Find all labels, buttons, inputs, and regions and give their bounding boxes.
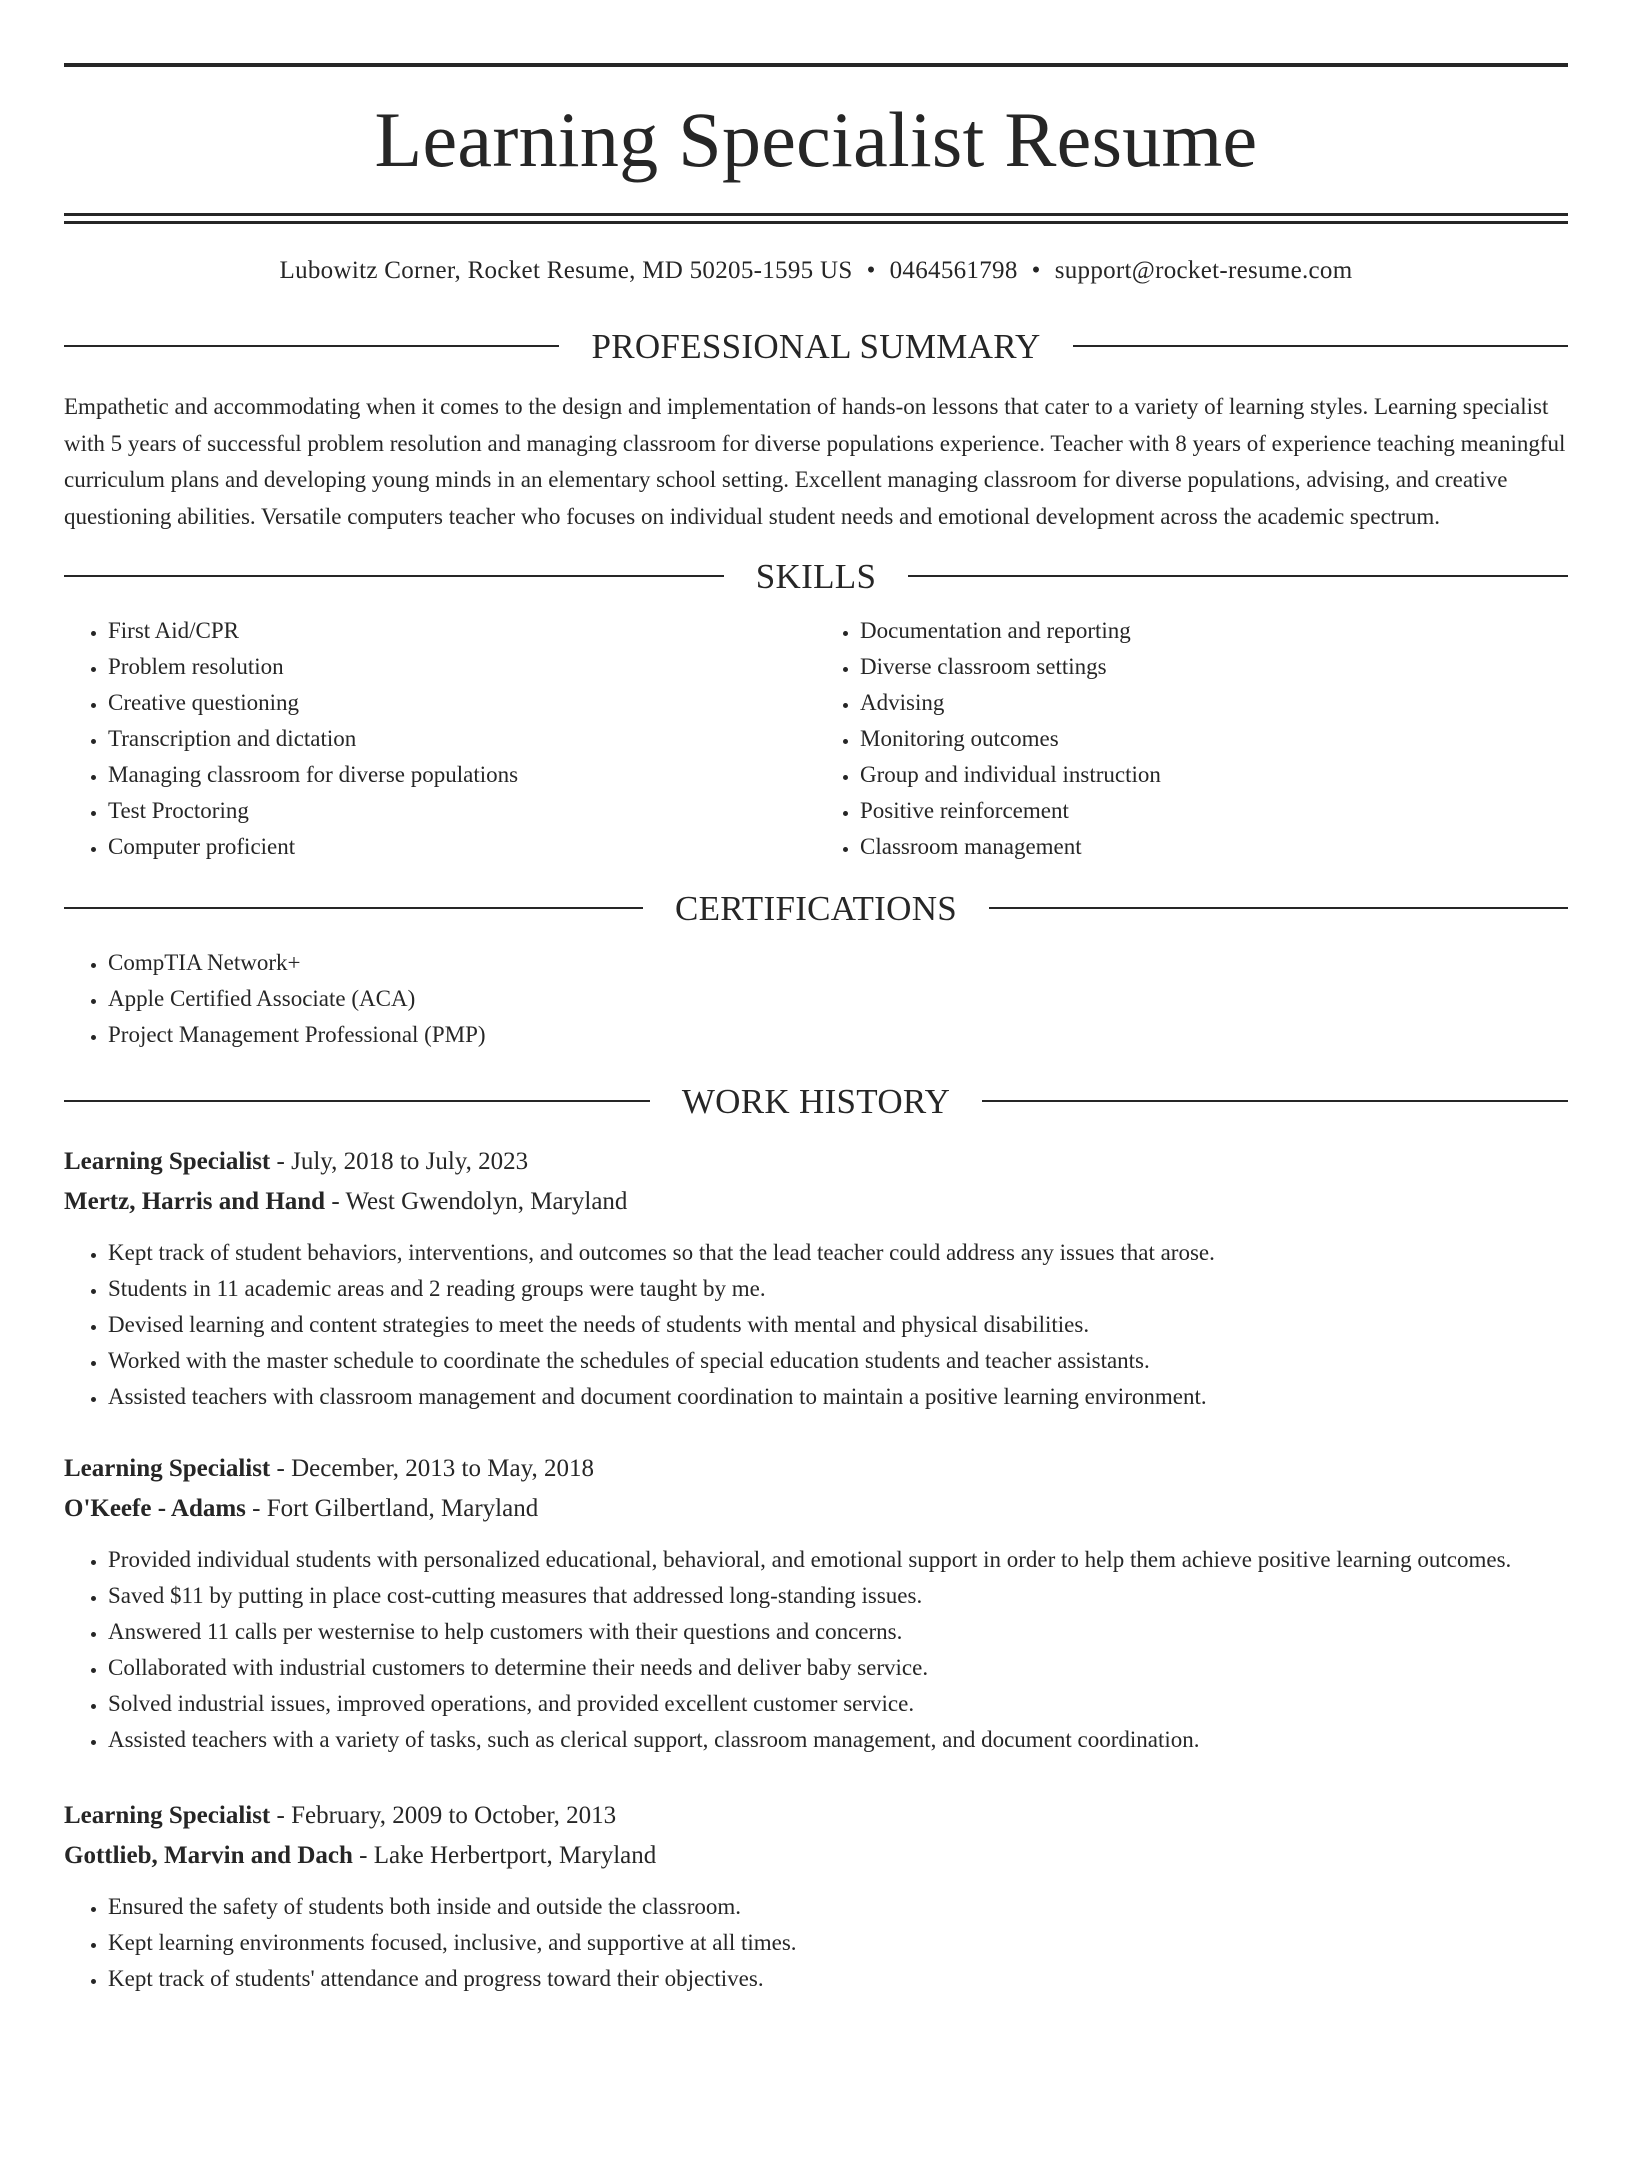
section-rule-left xyxy=(64,1100,650,1102)
job-company: O'Keefe - Adams xyxy=(64,1495,246,1522)
job-title-line xyxy=(64,1449,1568,1489)
skill-item: • Advising xyxy=(860,685,1568,721)
skill-item: • Test Proctoring xyxy=(108,793,816,829)
job-duty-item: • Worked with the master schedule to coordinate the schedules of special education students and teacher assistants. xyxy=(108,1343,1568,1379)
job-entry xyxy=(64,1449,1568,1758)
skill-item: • First Aid/CPR xyxy=(108,613,816,649)
skill-item: • Monitoring outcomes xyxy=(860,721,1568,757)
section-title-work: WORK HISTORY xyxy=(681,1081,951,1121)
job-duty-item: • Students in 11 academic areas and 2 reading groups were taught by me. xyxy=(108,1271,1568,1307)
section-header-work xyxy=(64,1078,1568,1124)
job-duty-item: • Assisted teachers with classroom management and document coordination to maintain a positive learning environment. xyxy=(108,1379,1568,1415)
job-duty-item: • Saved $11 by putting in place cost-cutting measures that addressed long-standing issues. xyxy=(108,1578,1568,1614)
job-duties-list xyxy=(64,1889,1568,1997)
section-rule-right xyxy=(908,575,1568,577)
section-title-summary: PROFESSIONAL SUMMARY xyxy=(591,326,1041,366)
skill-item: • Documentation and reporting xyxy=(860,613,1568,649)
job-title: Learning Specialist xyxy=(64,1148,271,1175)
skill-item: • Transcription and dictation xyxy=(108,721,816,757)
job-duty-item: • Devised learning and content strategies to meet the needs of students with mental and physical disabilities. xyxy=(108,1307,1568,1343)
job-duty-item: • Kept track of students' attendance and progress toward their objectives. xyxy=(108,1961,1568,1997)
section-rule-right xyxy=(1073,345,1568,347)
certification-item: • CompTIA Network+ xyxy=(108,945,1568,981)
job-company-line xyxy=(64,1836,1568,1876)
certification-item: • Project Management Professional (PMP) xyxy=(108,1017,1568,1053)
section-rule-left xyxy=(64,907,643,909)
skill-item: • Problem resolution xyxy=(108,649,816,685)
section-title-certifications: CERTIFICATIONS xyxy=(674,888,958,928)
skill-item: • Positive reinforcement xyxy=(860,793,1568,829)
job-entry xyxy=(64,1142,1568,1415)
job-duty-item: • Ensured the safety of students both inside and outside the classroom. xyxy=(108,1889,1568,1925)
job-company: Mertz, Harris and Hand xyxy=(64,1188,326,1215)
job-company-line xyxy=(64,1489,1568,1529)
job-duties-list xyxy=(64,1235,1568,1415)
job-location: - West Gwendolyn, Maryland xyxy=(325,1188,628,1215)
skill-item: • Diverse classroom settings xyxy=(860,649,1568,685)
title-double-rule xyxy=(64,213,1568,224)
certification-item: • Apple Certified Associate (ACA) xyxy=(108,981,1568,1017)
job-duty-item: • Kept track of student behaviors, interventions, and outcomes so that the lead teacher could address any issues that arose. xyxy=(108,1235,1568,1271)
contact-address: Lubowitz Corner, Rocket Resume, MD 50205-1595 US xyxy=(279,257,853,284)
contact-separator: • xyxy=(1031,257,1041,284)
section-rule-right xyxy=(989,907,1568,909)
job-title: Learning Specialist xyxy=(64,1802,271,1829)
contact-line xyxy=(64,257,1568,285)
section-rule-left xyxy=(64,575,724,577)
job-location: - Fort Gilbertland, Maryland xyxy=(245,1495,539,1522)
job-dates: - July, 2018 to July, 2023 xyxy=(270,1148,529,1175)
summary-text: Empathetic and accommodating when it comes to the design and implementation of hands-on lessons that cater to a variety of learning styles. Learning specialist with 5 years of successful problem resolution and managing classroom for diverse populations experience. Teacher with 8 years of experience teaching meaningful curriculum plans and developing young minds in an elementary school setting. Excellent managing classroom for diverse populations, advising, and creative questioning abilities. Versatile computers teacher who focuses on individual student needs and emotional development across the academic spectrum. xyxy=(64,394,1566,529)
job-title-line xyxy=(64,1142,1568,1182)
job-dates: - February, 2009 to October, 2013 xyxy=(270,1802,617,1829)
skill-item: • Group and individual instruction xyxy=(860,757,1568,793)
skill-item: • Classroom management xyxy=(860,829,1568,865)
skill-item: • Managing classroom for diverse populations xyxy=(108,757,816,793)
skills-columns xyxy=(64,613,1568,865)
work-history-list xyxy=(64,1142,1568,1997)
section-header-skills xyxy=(64,553,1568,599)
job-title: Learning Specialist xyxy=(64,1455,271,1482)
job-entry xyxy=(64,1796,1568,1997)
skills-column-right xyxy=(816,613,1568,865)
job-duty-item: • Answered 11 calls per westernise to help customers with their questions and concerns. xyxy=(108,1614,1568,1650)
job-duty-item: • Kept learning environments focused, inclusive, and supportive at all times. xyxy=(108,1925,1568,1961)
job-company-line xyxy=(64,1182,1568,1222)
job-title-line xyxy=(64,1796,1568,1836)
section-header-summary xyxy=(64,323,1568,369)
contact-email: support@rocket-resume.com xyxy=(1054,257,1353,284)
skills-list-left xyxy=(64,613,816,865)
section-header-certifications xyxy=(64,885,1568,931)
contact-phone: 0464561798 xyxy=(889,257,1018,284)
resume-page xyxy=(0,63,1632,2175)
skill-item: • Computer proficient xyxy=(108,829,816,865)
contact-separator: • xyxy=(866,257,876,284)
job-duties-list xyxy=(64,1542,1568,1758)
skills-list-right xyxy=(816,613,1568,865)
resume-title: Learning Specialist Resume xyxy=(374,96,1258,183)
section-rule-left xyxy=(64,345,559,347)
job-duty-item: • Assisted teachers with a variety of tasks, such as clerical support, classroom management, and document coordination. xyxy=(108,1722,1568,1758)
skill-item: • Creative questioning xyxy=(108,685,816,721)
job-location: - Lake Herbertport, Maryland xyxy=(352,1842,657,1869)
job-dates: - December, 2013 to May, 2018 xyxy=(270,1455,594,1482)
section-title-skills: SKILLS xyxy=(755,556,877,596)
section-rule-right xyxy=(982,1100,1568,1102)
job-duty-item: • Solved industrial issues, improved operations, and provided excellent customer service. xyxy=(108,1686,1568,1722)
job-duty-item: • Provided individual students with personalized educational, behavioral, and emotional support in order to help them achieve positive learning outcomes. xyxy=(108,1542,1568,1578)
skills-column-left xyxy=(64,613,816,865)
job-company: Gottlieb, Marvin and Dach xyxy=(64,1842,353,1869)
job-duty-item: • Collaborated with industrial customers to determine their needs and deliver baby service. xyxy=(108,1650,1568,1686)
certifications-list xyxy=(64,945,1568,1053)
